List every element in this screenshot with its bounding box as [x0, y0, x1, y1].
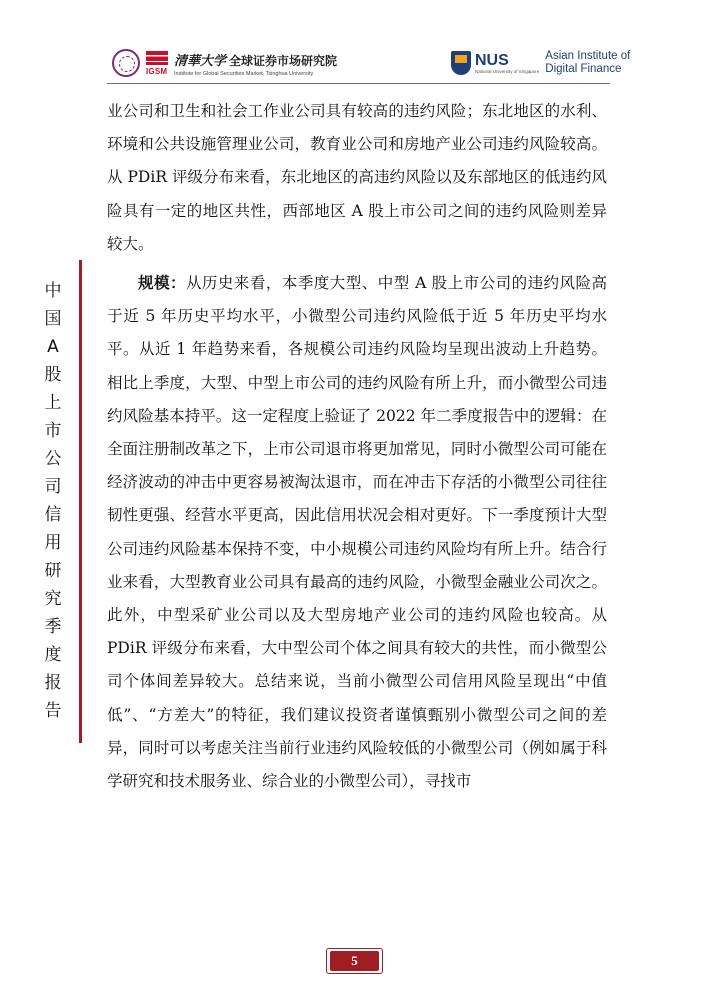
page-header	[0, 0, 710, 92]
igsm-bars-icon	[146, 51, 168, 65]
brand-cn-name: 全球证券市场研究院	[229, 53, 338, 68]
paragraph-scale-lead: 规模：	[138, 273, 186, 293]
brand-text	[174, 50, 337, 77]
brand-cn-calligraphy: 清華大学	[174, 53, 227, 69]
nus-aidf-logo	[451, 50, 630, 76]
side-title-char: 用	[44, 533, 62, 553]
side-title-char: 国	[44, 309, 62, 329]
paragraph-scale-text: 从历史来看，本季度大型、中型 A 股上市公司的违约风险高于近 5 年历史平均水平，小微型公司违约风险低于近 5 年历史平均水平。从近 1 年趋势来看，各规模公司违约风险均呈现出波动上升趋势。相比上季度，大型、中型上市公司的违约风险有所上升，而小微型公司违约风险基本持平。这一定程度上验证了 2022 年二季度报告中的逻辑：在全面注册制改革之下，上市公司退市将更加常见，同时小微型公司可能在经济波动的冲击中更容易被淘汰退市，而在冲击下存活的小微型公司往往韧性更强、经营水平更高，因此信用状况会相对更好。下一季度预计大型公司违约风险基本保持不变，中小规模公司违约风险均有所上升。结合行业来看，大型教育业公司具有最高的违约风险，小微型金融业公司次之。此外，中型采矿业公司以及大型房地产业公司的违约风险也较高。从 PDiR 评级分布来看，大中型公司个体之间具有较大的共性，而小微型公司个体间差异较大。总结来说，当前小微型公司信用风险呈现出“中值低”、“方差大”的特征，我们建议投资者谨慎甄别小微型公司之间的差异，同时可以考虑关注当前行业违约风险较低的小微型公司（例如属于科学研究和技术服务业、综合业的小微型公司），寻找市	[107, 274, 607, 791]
header-divider	[107, 83, 610, 84]
side-title-char: 究	[44, 589, 62, 609]
side-report-title	[38, 277, 68, 725]
brand-cn	[174, 50, 337, 69]
paragraph-regional: 业公司和卫生和社会工作业公司具有较高的违约风险；东北地区的水利、环境和公共设施管理业公司，教育业公司和房地产业公司违约风险较高。从 PDiR 评级分布来看，东北地区的高违约风险以及东部地区的低违约风险具有一定的地区共性，西部地区 A 股上市公司之间的违约风险则差异较大。	[107, 102, 607, 253]
side-title-char: 公	[44, 449, 62, 469]
side-title-char: 股	[44, 365, 62, 385]
aidf-line-2: Digital Finance	[545, 63, 622, 75]
side-title-char: 中	[44, 281, 62, 301]
igsm-text: IGSM	[146, 66, 168, 76]
side-title-char: A	[47, 337, 59, 357]
aidf-line-1: Asian Institute of	[545, 50, 631, 62]
main-content	[107, 95, 607, 798]
tsinghua-igsm-logo	[112, 47, 337, 79]
side-title-char: 告	[44, 701, 62, 721]
nus-text: NUS	[475, 51, 509, 69]
side-title-char: 研	[44, 561, 62, 581]
nus-subtitle: National University of Singapore	[475, 68, 540, 74]
side-title-char: 司	[44, 477, 62, 497]
page-number	[326, 948, 383, 974]
side-title-char: 上	[44, 393, 62, 413]
side-title-char: 市	[44, 421, 62, 441]
side-title-char: 度	[44, 645, 62, 665]
igsm-mark	[146, 51, 168, 76]
paragraph-scale	[107, 266, 607, 798]
side-title-char: 报	[44, 673, 62, 693]
aidf-text	[545, 50, 630, 76]
nus-shield-icon	[451, 51, 471, 75]
side-accent-bar	[79, 260, 82, 743]
side-title-char: 信	[44, 505, 62, 525]
tsinghua-seal-icon	[112, 49, 140, 77]
page-number-label: 5	[330, 951, 379, 971]
brand-en: Institute for Global Securities Market, Tsinghua University	[174, 70, 314, 77]
side-title-char: 季	[44, 617, 62, 637]
nus-block	[475, 53, 539, 74]
